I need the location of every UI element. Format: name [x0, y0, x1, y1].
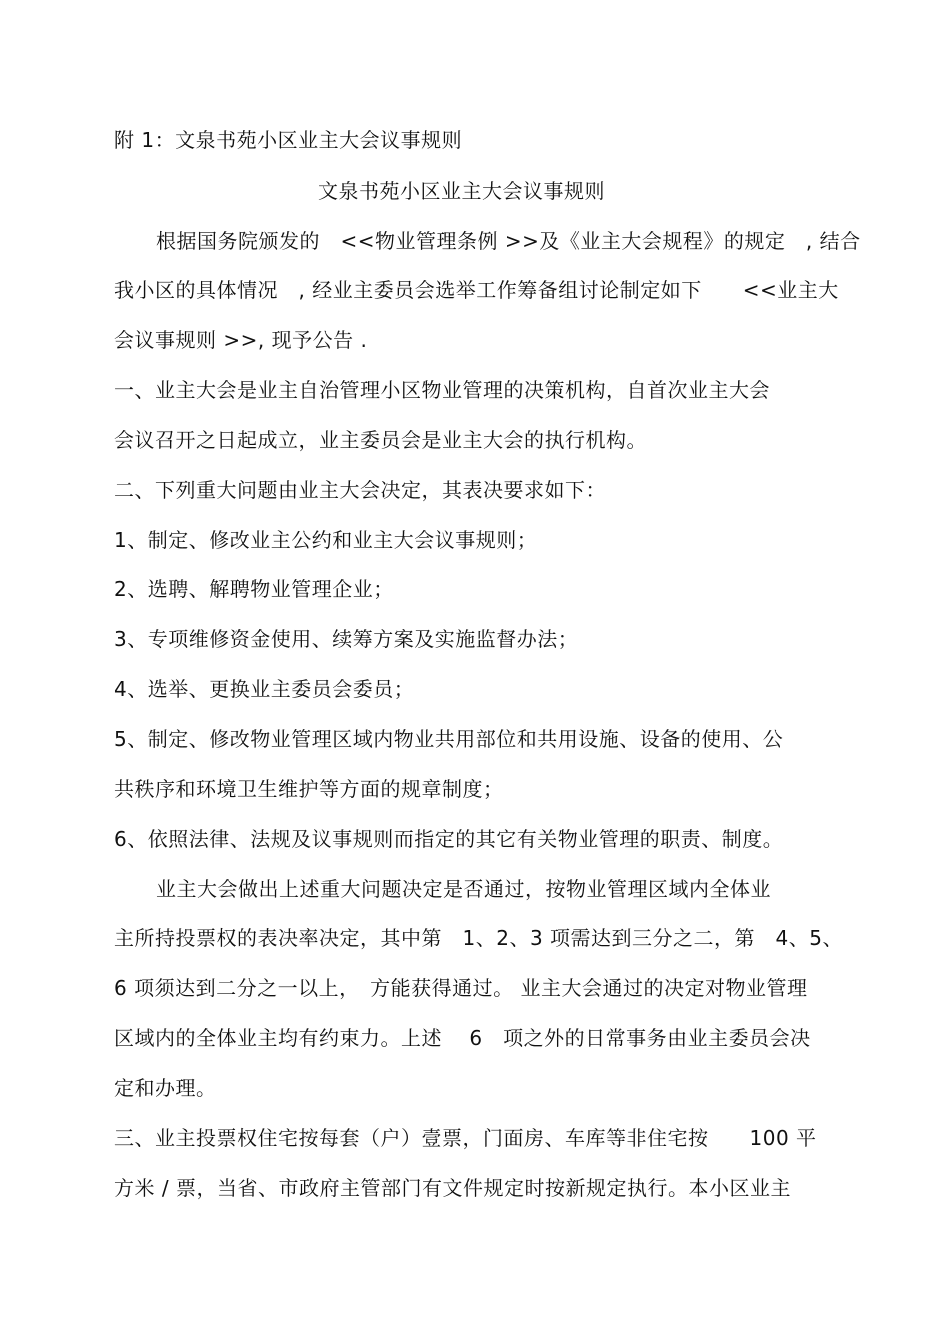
paragraph-line: 会议事规则 >>, 现予公告 . — [114, 328, 368, 352]
paragraph-line: 会议召开之日起成立，业主委员会是业主大会的执行机构。 — [114, 428, 647, 452]
list-item: 2、选聘、解聘物业管理企业； — [114, 577, 394, 601]
paragraph-line: 主所持投票权的表决率决定，其中第 1、2、3 项需达到三分之二，第 4、5、 — [114, 926, 843, 950]
document-header: 附 1：文泉书苑小区业主大会议事规则 — [114, 128, 463, 152]
paragraph-line: 定和办理。 — [114, 1076, 217, 1100]
document-title: 文泉书苑小区业主大会议事规则 — [318, 179, 605, 203]
paragraph-line: 6 项须达到二分之一以上， 方能获得通过。 业主大会通过的决定对物业管理 — [114, 976, 808, 1000]
paragraph-line: 一、业主大会是业主自治管理小区物业管理的决策机构，自首次业主大会 — [114, 378, 770, 402]
list-item: 4、选举、更换业主委员会委员； — [114, 677, 415, 701]
list-item: 1、制定、修改业主公约和业主大会议事规则； — [114, 528, 538, 552]
paragraph-line: 二、下列重大问题由业主大会决定，其表决要求如下： — [114, 478, 606, 502]
list-item: 5、制定、修改物业管理区域内物业共用部位和共用设施、设备的使用、公 — [114, 727, 784, 751]
paragraph-line: 方米 / 票，当省、市政府主管部门有文件规定时按新规定执行。本小区业主 — [114, 1176, 791, 1200]
paragraph-line: 我小区的具体情况 , 经业主委员会选举工作筹备组讨论制定如下 <<业主大 — [114, 278, 839, 302]
paragraph-line: 三、业主投票权住宅按每套（户）壹票，门面房、车库等非住宅按 100 平 — [114, 1126, 817, 1150]
list-item: 6、依照法律、法规及议事规则而指定的其它有关物业管理的职责、制度。 — [114, 827, 784, 851]
paragraph-line: 根据国务院颁发的 <<物业管理条例 >>及《业主大会规程》的规定 , 结合 — [156, 229, 861, 253]
list-item: 3、专项维修资金使用、续筹方案及实施监督办法； — [114, 627, 579, 651]
paragraph-line: 区域内的全体业主均有约束力。上述 6 项之外的日常事务由业主委员会决 — [114, 1026, 811, 1050]
list-item: 共秩序和环境卫生维护等方面的规章制度； — [114, 777, 504, 801]
paragraph-line: 业主大会做出上述重大问题决定是否通过，按物业管理区域内全体业 — [156, 877, 771, 901]
